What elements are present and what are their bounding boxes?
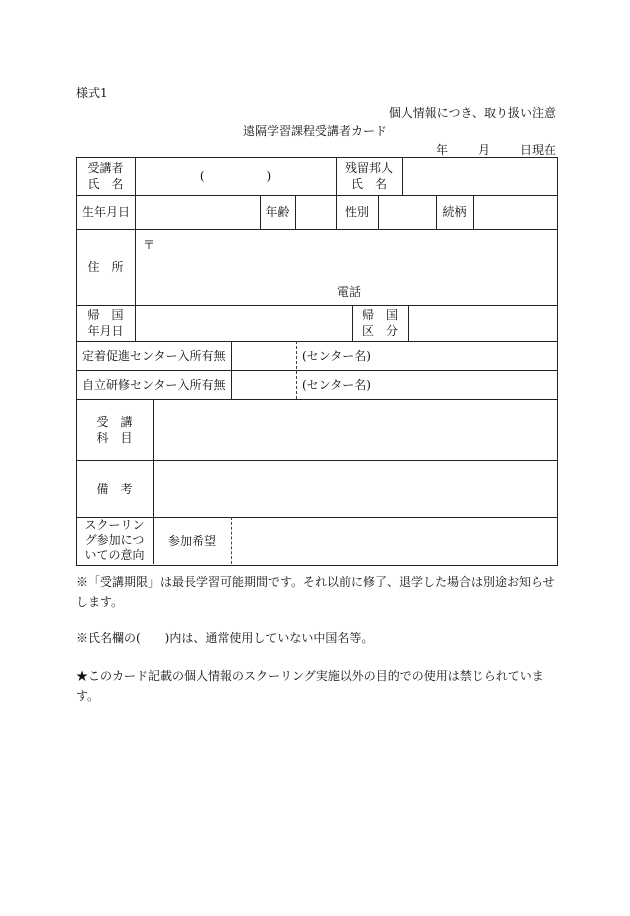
schooling-label: スクーリン グ参加につ いての意向 bbox=[84, 518, 145, 562]
participation-field[interactable] bbox=[231, 517, 556, 564]
return-category-field[interactable] bbox=[408, 305, 556, 341]
year-label: 年 bbox=[435, 143, 448, 157]
name-label: 受講者 氏 名 bbox=[87, 161, 124, 191]
page-title: 遠隔学習課程受講者カード bbox=[242, 124, 387, 138]
participation-label: 参加希望 bbox=[167, 533, 216, 548]
subject-field[interactable] bbox=[153, 399, 556, 460]
phone-label: 電話 bbox=[337, 285, 362, 299]
independence-center-label: 自立研修センター入所有無 bbox=[82, 377, 226, 392]
relation-field[interactable] bbox=[473, 195, 556, 229]
note-name-field: ※氏名欄の( )内は、通常使用していない中国名等。 bbox=[76, 631, 374, 645]
note-course-deadline: ※「受講期限」は最長学習可能期間です。それ以前に修了、退学した場合は別途お知らせします。 bbox=[76, 575, 555, 609]
postal-mark: 〒 bbox=[143, 238, 156, 252]
settle-center-field[interactable] bbox=[231, 341, 296, 370]
relation-label: 続柄 bbox=[442, 205, 467, 219]
birthdate-label: 生年月日 bbox=[82, 205, 131, 219]
day-now-label: 日現在 bbox=[519, 143, 556, 157]
gender-field[interactable] bbox=[378, 195, 436, 229]
privacy-notice: 個人情報につき、取り扱い注意 bbox=[388, 106, 556, 120]
month-label: 月 bbox=[477, 143, 490, 157]
zanryu-name-field[interactable] bbox=[402, 157, 556, 195]
zanryu-name-label: 残留邦人 氏 名 bbox=[344, 161, 393, 191]
independence-center-name[interactable]: (センター名) bbox=[302, 377, 371, 392]
address-label: 住 所 bbox=[87, 260, 124, 274]
subject-label: 受 講 科 目 bbox=[96, 414, 133, 445]
form-number: 様式1 bbox=[76, 86, 108, 100]
age-label: 年齢 bbox=[265, 205, 290, 219]
gender-label: 性別 bbox=[344, 205, 369, 219]
birthdate-field[interactable] bbox=[135, 195, 260, 229]
return-date-label: 帰 国 年月日 bbox=[87, 308, 124, 338]
settle-center-name[interactable]: (センター名) bbox=[302, 348, 371, 363]
remarks-label: 備 考 bbox=[96, 481, 133, 496]
name-field[interactable]: ( ) bbox=[199, 169, 272, 183]
return-category-label: 帰 国 区 分 bbox=[361, 308, 398, 338]
note-privacy-use: ★このカード記載の個人情報のスクーリング実施以外の目的での使用は禁じられています。 bbox=[76, 669, 544, 703]
independence-center-field[interactable] bbox=[231, 370, 296, 399]
remarks-field[interactable] bbox=[153, 460, 556, 517]
return-date-field[interactable] bbox=[135, 305, 352, 341]
address-field[interactable] bbox=[135, 229, 556, 305]
age-field[interactable] bbox=[295, 195, 336, 229]
settle-center-label: 定着促進センター入所有無 bbox=[82, 348, 226, 363]
